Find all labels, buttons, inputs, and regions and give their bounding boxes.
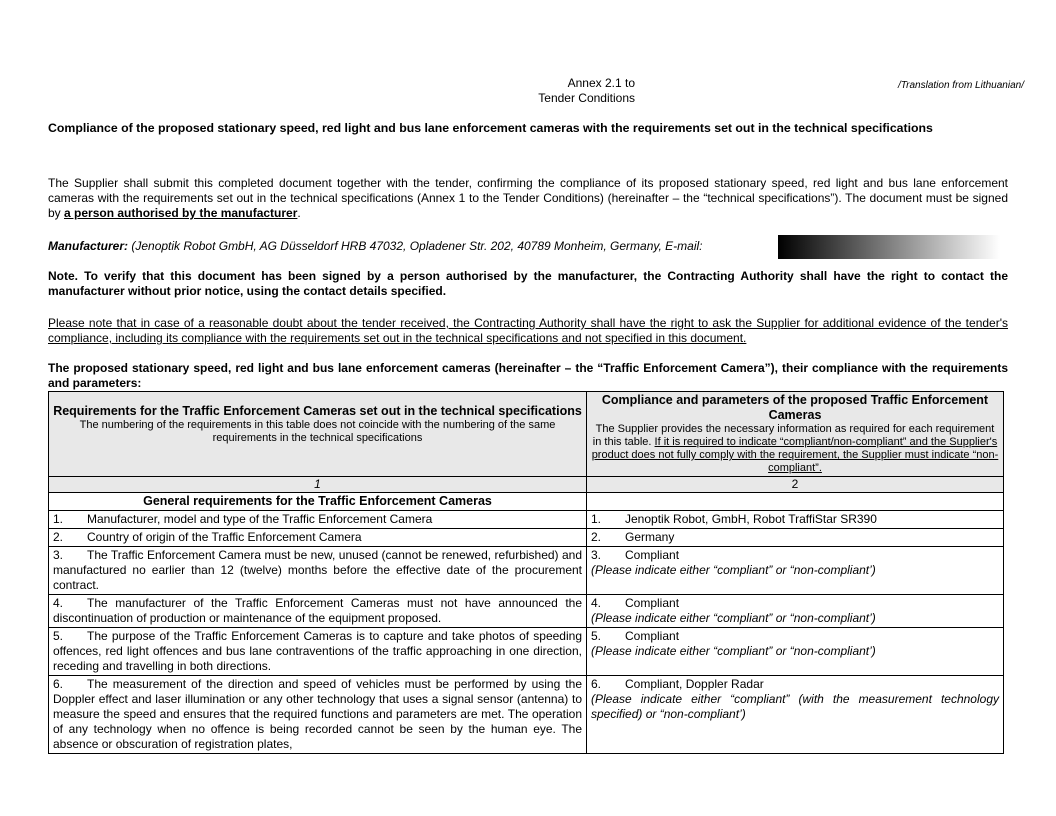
answer-value: Jenoptik Robot, GmbH, Robot TraffiStar SR390 bbox=[625, 512, 877, 526]
answer-cell: 6. Compliant, Doppler Radar (Please indicate either “compliant” (with the measurement technology specified) or “non-compliant’) bbox=[587, 676, 1004, 754]
answer-hint: (Please indicate either “compliant” or “non-compliant’) bbox=[591, 563, 876, 577]
col2-number: 2 bbox=[587, 477, 1004, 493]
section-empty-cell bbox=[587, 493, 1004, 511]
col2-header bbox=[587, 392, 1004, 477]
requirement-cell: 3. The Traffic Enforcement Camera must be new, unused (cannot be renewed, refurbished) and manufactured no earlier than 12 (twelve) months before the effective date of the procurement contract. bbox=[49, 547, 587, 595]
answer-hint: (Please indicate either “compliant” (with the measurement technology specified) or “non-compliant’) bbox=[591, 692, 999, 721]
requirement-cell: 5. The purpose of the Traffic Enforcement Cameras is to capture and take photos of speeding offences, red light offences and bus lane contraventions of the traffic approaching in one direction, receding and travelling in both directions. bbox=[49, 628, 587, 676]
answer-cell: 5. Compliant (Please indicate either “compliant” or “non-compliant’) bbox=[587, 628, 1004, 676]
note-paragraph: Note. To verify that this document has been signed by a person authorised by the manufacturer, the Contracting Authority shall have the right to contact the manufacturer without prior notice, using the contact details specified. bbox=[48, 269, 1008, 298]
column-number-row bbox=[49, 477, 1004, 493]
table-row bbox=[49, 676, 1004, 754]
col1-number: 1 bbox=[49, 477, 587, 493]
col1-title: Requirements for the Traffic Enforcement Cameras set out in the technical specifications bbox=[53, 404, 582, 418]
document-title: Compliance of the proposed stationary speed, red light and bus lane enforcement cameras with the requirements set out in the technical specifications bbox=[48, 121, 933, 135]
compliance-table bbox=[48, 391, 1004, 754]
answer-hint: (Please indicate either “compliant” or “non-compliant’) bbox=[591, 644, 876, 658]
annex-line-2: Tender Conditions bbox=[538, 91, 635, 105]
requirement-cell: 4. The manufacturer of the Traffic Enforcement Cameras must not have announced the discontinuation of production or maintenance of the equipment proposed. bbox=[49, 595, 587, 628]
intro-paragraph bbox=[48, 176, 1008, 221]
answer-cell: 4. Compliant (Please indicate either “compliant” or “non-compliant’) bbox=[587, 595, 1004, 628]
manufacturer-value: (Jenoptik Robot GmbH, AG Düsseldorf HRB 47032, Opladener Str. 202, 40789 Monheim, Germany, E-mail: bbox=[128, 239, 703, 253]
answer-value: Compliant bbox=[625, 629, 680, 643]
proposed-intro: The proposed stationary speed, red light and bus lane enforcement cameras (hereinafter – the “Traffic Enforcement Camera”), their compliance with the requirements and parameters: bbox=[48, 361, 1008, 390]
answer-value: Compliant bbox=[625, 596, 680, 610]
requirement-cell: 6. The measurement of the direction and speed of vehicles must be performed by using the Doppler effect and laser illumination or any other technology that uses a signal sensor (antenna) to measure the speed and ensures that the required functions and parameters are met. The operation of any technology when no offence is being recorded cannot be seen by the human eye. The absence or obscuration of registration plates, bbox=[49, 676, 587, 754]
intro-text: The Supplier shall submit this completed document together with the tender, confirming the compliance of its proposed stationary speed, red light and bus lane enforcement cameras with the requirements set out in the technical specifications (Annex 1 to the Tender Conditions) (hereinafter – the “technical specifications”). The document must be signed by bbox=[48, 176, 1008, 220]
section-row bbox=[49, 493, 1004, 511]
intro-end: . bbox=[297, 206, 301, 220]
table-row bbox=[49, 628, 1004, 676]
manufacturer-label: Manufacturer: bbox=[48, 239, 129, 253]
answer-value: Compliant bbox=[625, 548, 680, 562]
annex-line-1: Annex 2.1 to bbox=[567, 76, 635, 90]
answer-value: Germany bbox=[625, 530, 675, 544]
table-header-row bbox=[49, 392, 1004, 477]
answer-cell: 3. Compliant (Please indicate either “compliant” or “non-compliant’) bbox=[587, 547, 1004, 595]
annex-reference bbox=[500, 76, 635, 106]
table-row bbox=[49, 529, 1004, 547]
doubt-notice: Please note that in case of a reasonable doubt about the tender received, the Contracting Authority shall have the right to ask the Supplier for additional evidence of the tender's compliance, including its compliance with the requirements set out in the technical specifications and not specified in this document. bbox=[48, 316, 1008, 345]
answer-cell: 1. Jenoptik Robot, GmbH, Robot TraffiStar SR390 bbox=[587, 511, 1004, 529]
answer-hint: (Please indicate either “compliant” or “non-compliant’) bbox=[591, 611, 876, 625]
answer-value: Compliant, Doppler Radar bbox=[625, 677, 764, 691]
col2-subtitle: The Supplier provides the necessary information as required for each requirement in this table. If it is required to indicate “compliant/non-compliant” and the Supplier's product does not fully comply with the requirement, the Supplier must indicate “non-compliant”. bbox=[591, 423, 999, 474]
table-row bbox=[49, 595, 1004, 628]
redacted-email bbox=[778, 235, 1000, 259]
translation-note: /Translation from Lithuanian/ bbox=[898, 80, 1024, 91]
table-row bbox=[49, 511, 1004, 529]
answer-cell: 2. Germany bbox=[587, 529, 1004, 547]
intro-emphasis: a person authorised by the manufacturer bbox=[64, 206, 298, 220]
section-title: General requirements for the Traffic Enforcement Cameras bbox=[49, 493, 587, 511]
col2-title: Compliance and parameters of the proposed Traffic Enforcement Cameras bbox=[601, 393, 989, 422]
requirement-cell: 2. Country of origin of the Traffic Enforcement Camera bbox=[49, 529, 587, 547]
table-row bbox=[49, 547, 1004, 595]
requirement-cell: 1. Manufacturer, model and type of the Traffic Enforcement Camera bbox=[49, 511, 587, 529]
col1-subtitle: The numbering of the requirements in this table does not coincide with the numbering of the same requirements in the technical specifications bbox=[79, 419, 556, 444]
col2-subtitle-underlined: If it is required to indicate “compliant/non-compliant” and the Supplier's product does not fully comply with the requirement, the Supplier must indicate “non-compliant”. bbox=[591, 436, 999, 474]
col1-header bbox=[49, 392, 587, 477]
